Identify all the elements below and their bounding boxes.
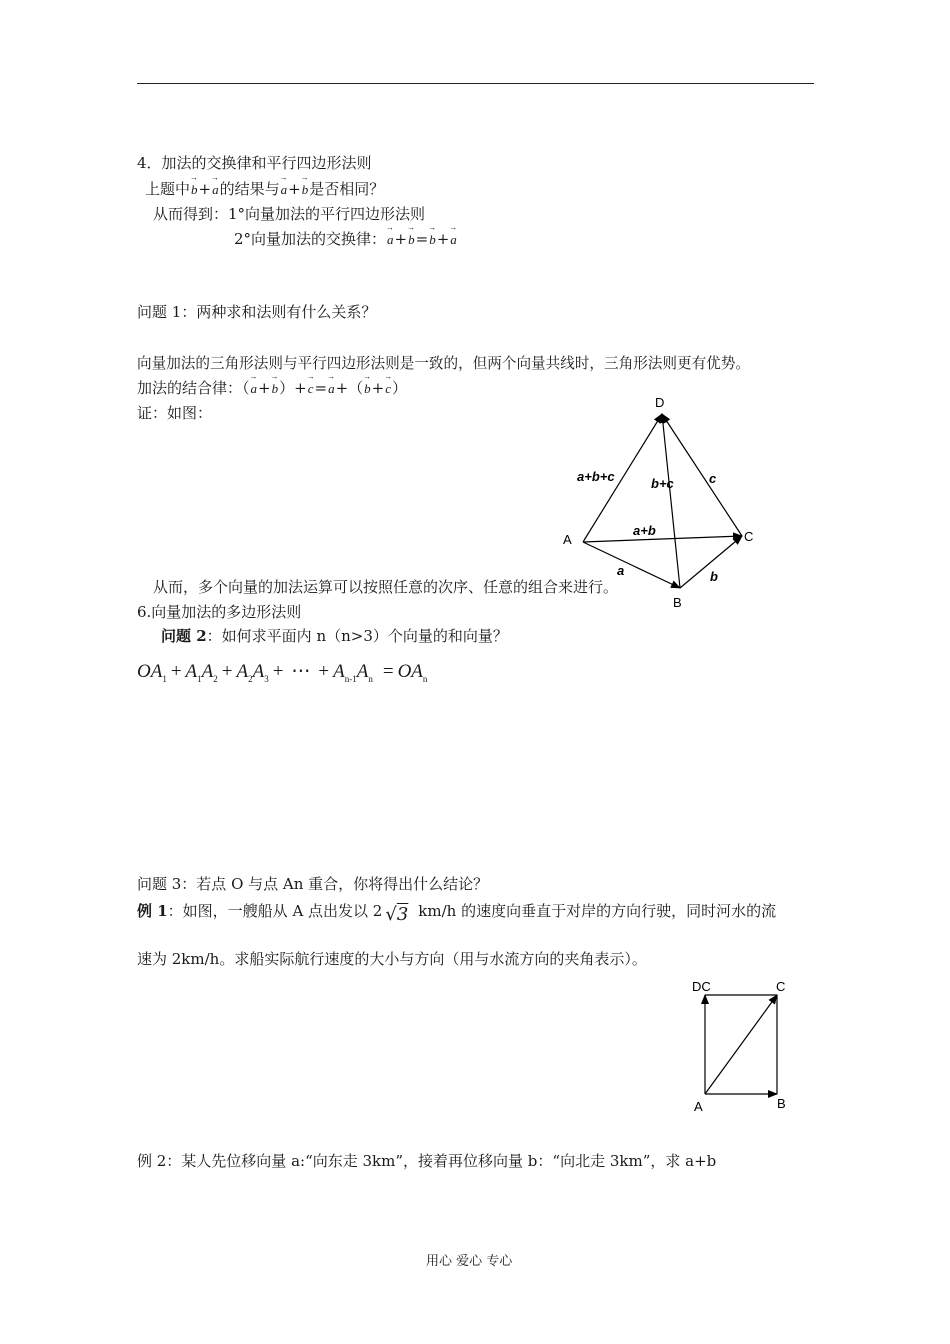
vector-bc-line [662,414,680,588]
label-c: c [709,471,717,486]
question-3: 问题 3：若点 O 与点 An 重合，你将得出什么结论？ [137,875,489,893]
point-c-label: C [744,529,754,544]
proof-label: 证：如图： [137,404,213,422]
boat-diagram [685,975,800,1120]
section-4-title: 4．加法的交换律和平行四边形法则 [137,154,372,172]
header-rule [137,83,814,84]
point-b-label: B [777,1096,786,1111]
associative-law: 加法的结合律：（→ a+→ b）+→ c=→ a+（→ b+→ c） [137,377,407,398]
commutative-law: 2°向量加法的交换律：→ a+→ b=→ b+→ a [234,228,458,249]
point-dc-label: DC [692,979,711,994]
question-2: 问题 2：如何求平面内 n（n>3）个向量的和向量？ [161,627,508,645]
point-a-label: A [563,532,572,547]
example-1-line-1: 例 1：如图，一艘船从 A 点出发以 2 √3 km/h 的速度向垂直于对岸的方向行驶，同时河水的流 [137,902,777,925]
question-1: 问题 1：两种求和法则有什么关系？ [137,303,377,321]
section-4-question: 上题中→ b+→ a的结果与→ a+→ b是否相同？ [145,178,384,199]
relation-text: 向量加法的三角形法则与平行四边形法则是一致的，但两个向量共线时，三角形法则更有优势。 [137,355,750,372]
label-b: b [710,569,718,584]
sqrt-symbol: √3 [385,904,409,925]
polygon-formula: $OA_1 + A_1A_2 + A_2A_3$ + ⋯ + $A_{n-1}A_n = OA_n$ [137,661,428,684]
point-a-label: A [694,1099,703,1114]
example-1-line-2: 速为 2km/h。求船实际航行速度的大小与方向（用与水流方向的夹角表示）。 [137,950,647,968]
label-bc: b+c [651,476,674,491]
label-abc: a+b+c [577,469,615,484]
vector-ab-line [583,536,742,542]
vector-c-line [662,414,742,536]
label-a: a [617,563,625,578]
footer-text: 用心 爱心 专心 [426,1254,513,1269]
point-c-label: C [776,979,786,994]
point-d-label: D [655,395,665,410]
conclusion-text: 从而，多个向量的加法运算可以按照任意的次序、任意的组合来进行。 [153,578,619,596]
vector-ac-line [705,995,777,1094]
section-4-result: 从而得到：1°向量加法的平行四边形法则 [153,205,426,223]
example-2: 例 2：某人先位移向量 a:“向东走 3km”，接着再位移向量 b：“向北走 3km”，求 a+b [137,1152,717,1170]
point-b-label: B [673,595,682,610]
label-ab: a+b [633,523,656,538]
section-6-title: 6.向量加法的多边形法则 [137,603,302,621]
